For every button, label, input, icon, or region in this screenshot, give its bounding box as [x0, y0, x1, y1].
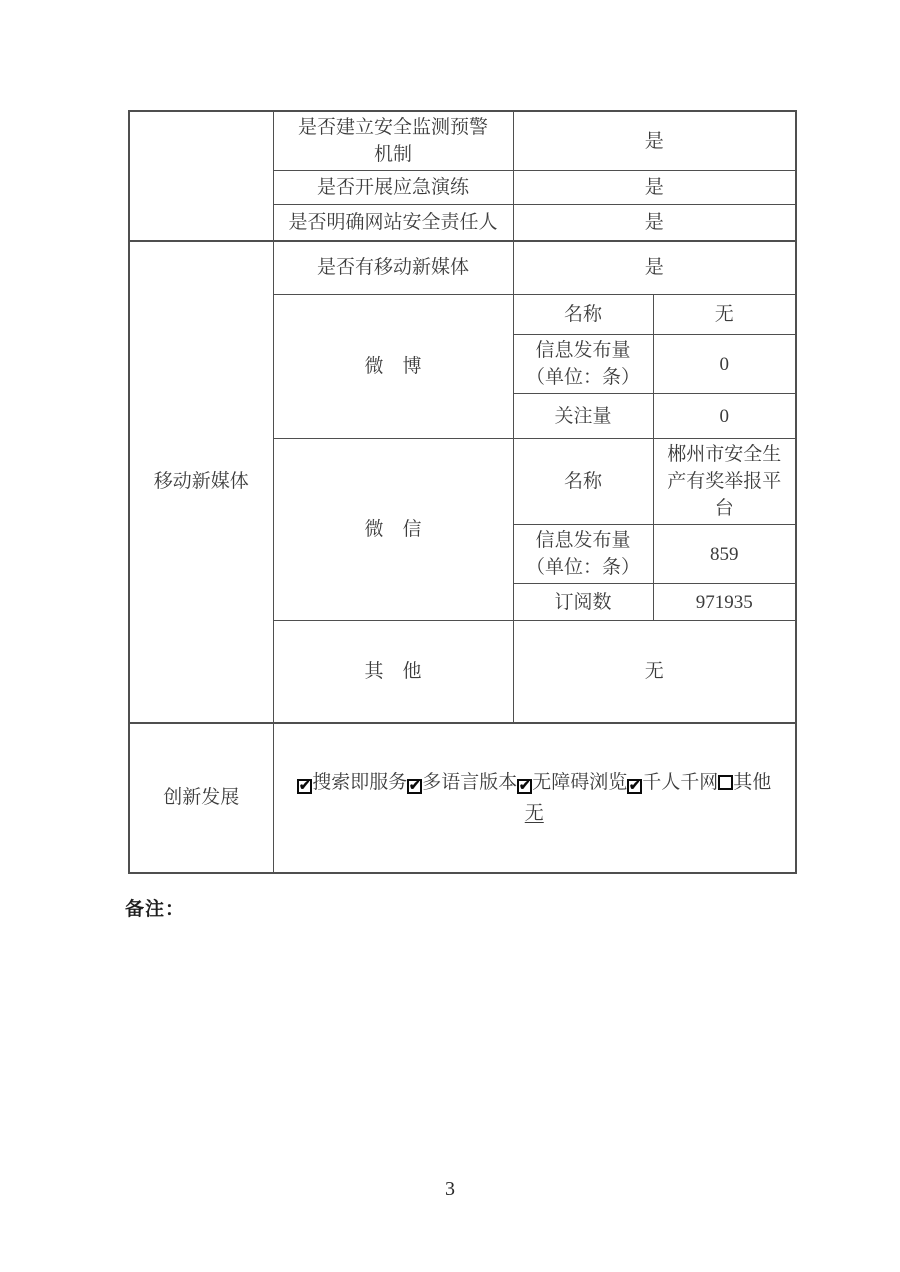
sub-field-value-cell: 859 — [653, 525, 796, 584]
field-value-cell: 是 — [513, 111, 796, 171]
sub-field-label-line: （单位：条） — [525, 557, 640, 578]
checkbox-checked-icon — [297, 779, 312, 794]
checkbox-label: 其他 — [733, 771, 772, 793]
page-number: 3 — [445, 1178, 455, 1200]
sub-field-value-cell: 无 — [653, 295, 796, 335]
sub-field-label-cell — [513, 335, 653, 394]
continued-section-cell — [129, 111, 273, 241]
innovation-content-cell — [273, 723, 796, 873]
checkbox-accessibility[interactable] — [517, 772, 627, 793]
wechat-label-cell: 微 信 — [273, 439, 513, 621]
field-label-line: 是否开展应急演练 — [316, 177, 469, 198]
innovation-other-line — [282, 798, 788, 829]
table-row — [129, 111, 796, 171]
sub-field-label-line: 信息发布量 — [535, 340, 631, 361]
table-row — [129, 723, 796, 873]
field-value-cell: 是 — [513, 241, 796, 295]
table-row — [129, 241, 796, 295]
checkbox-checked-icon — [627, 779, 642, 794]
sub-field-label-line: 名称 — [563, 471, 602, 492]
sub-field-value-cell: 郴州市安全生产有奖举报平台 — [653, 439, 796, 525]
checkbox-checked-icon — [407, 779, 422, 794]
sub-field-value-cell: 0 — [653, 394, 796, 439]
field-label-cell — [273, 171, 513, 205]
section-label-cell: 移动新媒体 — [129, 241, 273, 723]
field-value-cell: 是 — [513, 171, 796, 205]
annual-report-table — [128, 110, 797, 874]
innovation-other-value: 无 — [524, 802, 544, 824]
other-media-value-cell: 无 — [513, 621, 796, 723]
sub-field-label-cell — [513, 295, 653, 335]
field-label-line: 是否建立安全监测预警 — [297, 117, 488, 138]
field-value-cell: 是 — [513, 205, 796, 241]
checkbox-checked-icon — [517, 779, 532, 794]
sub-field-label-line: 订阅数 — [554, 591, 612, 613]
innovation-options-line — [282, 767, 788, 798]
sub-field-label-line: （单位：条） — [525, 367, 640, 388]
field-label-line: 是否明确网站安全责任人 — [288, 211, 498, 233]
field-label-cell — [273, 205, 513, 241]
sub-field-label-cell — [513, 584, 653, 621]
checkbox-unchecked-icon — [718, 775, 733, 790]
checkbox-multilingual[interactable] — [407, 772, 517, 793]
checkbox-label: 无障碍浏览 — [532, 771, 628, 793]
checkbox-label: 搜索即服务 — [312, 771, 408, 793]
sub-field-label-cell — [513, 439, 653, 525]
weibo-label-cell: 微 博 — [273, 295, 513, 439]
checkbox-label: 多语言版本 — [422, 771, 518, 793]
sub-field-label-cell — [513, 394, 653, 439]
checkbox-label: 千人千网 — [642, 771, 719, 793]
notes-label: 备注： — [125, 899, 186, 920]
section-label-cell: 创新发展 — [129, 723, 273, 873]
sub-field-label-line: 信息发布量 — [535, 530, 631, 551]
sub-field-label-cell — [513, 525, 653, 584]
checkbox-personalized[interactable] — [627, 772, 718, 793]
sub-field-label-line: 关注量 — [554, 405, 612, 427]
field-label-line: 机制 — [373, 144, 412, 165]
sub-field-value-cell: 971935 — [653, 584, 796, 621]
other-media-label-cell: 其 他 — [273, 621, 513, 723]
checkbox-other[interactable] — [718, 772, 771, 793]
field-label-cell: 是否有移动新媒体 — [273, 241, 513, 295]
field-label-cell — [273, 111, 513, 171]
checkbox-search-service[interactable] — [297, 772, 407, 793]
sub-field-value-cell: 0 — [653, 335, 796, 394]
sub-field-label-line: 名称 — [563, 304, 602, 325]
